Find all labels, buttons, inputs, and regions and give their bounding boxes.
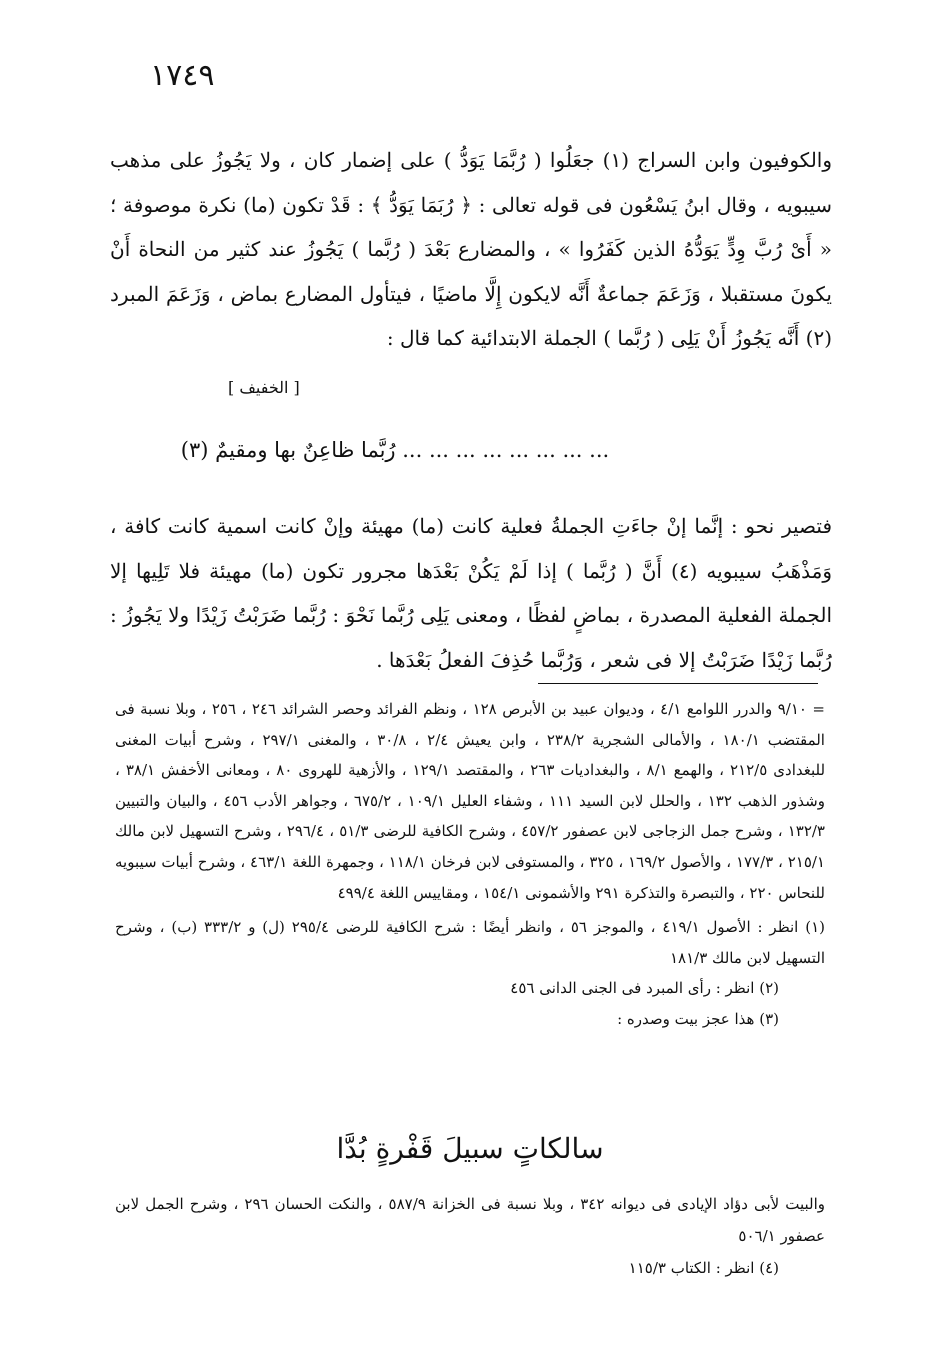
footnote-divider	[538, 683, 818, 684]
footnote-3: (٣) هذا عجز بيت وصدره :	[617, 1009, 779, 1028]
footnote-2: (٢) انظر : رأى المبرد فى الجنى الدانى ٤٥٦	[510, 979, 779, 998]
footnote-verse: سالكاتٍ سبيلَ قَفْرةٍ بُدَّا	[336, 1132, 604, 1165]
paragraph-text: فتصير نحو : إنَّما إنْ جاءَتِ الجملةُ فعلية كانت (ما) مهيئة وإنْ كانت اسمية كانت كافة ، وَمَذْهَبُ سيبويه (٤) أَنَّ ( رُبَّما ) إذا لَمْ يَكُنْ بَعْدَها مجرور تكون (ما) مهيئة فلا تَلِيها إلا الجملة الفعلية المصدرة ، بماضٍ لفظًا ، ومعنى يَلِى رُبَّما نَحْوَ : رُبَّما ضَرَبْتُ زَيْدًا ولا يَجُوزُ : رُبَّما زَيْدًا ضَرَبْتُ إلا فى شعر ، وَرُبَّما حُذِفَ الفعلُ بَعْدَها .	[110, 514, 832, 672]
meter-label: [ الخفيف ]	[228, 378, 300, 397]
footnotes-section	[115, 694, 825, 1035]
footnote-3-source: والبيت لأبى دؤاد الإيادى فى ديوانه ٣٤٢ ، وبلا نسبة فى الخزانة ٥٨٧/٩ ، والنكت الحسان ٢٩٦ ، وشرح الجمل لابن عصفور ٥٠٦/١	[115, 1195, 825, 1245]
footnote-1: (١) انظر : الأصول ٤١٩/١ ، والموجز ٥٦ ، وانظر أيضًا : شرح الكافية للرضى ٢٩٥/٤ (ل) و ٣٣٣/٢ (ب) ، وشرح التسهيل لابن مالك ١٨١/٣	[115, 918, 825, 967]
footnotes-section-2	[115, 1188, 825, 1284]
poetry-verse: ... ... ... ... ... ... ... ... رُبَّما ظاعِنٌ بها ومقيمٌ (٣)	[180, 438, 610, 462]
page-number: ١٧٤٩	[150, 58, 215, 93]
main-text-paragraph-1	[110, 138, 832, 361]
paragraph-text: والكوفيون وابن السراج (١) جعَلُوا ( رُبَّمَا يَوَدُّ ) على إضمار كان ، ولا يَجُوزُ على مذهب سيبويه ، وقال ابنُ يَسْعُون فى قوله تعالى : ﴿ رُبَمَا يَوَدُّ ﴾ : قَدْ تكون (ما) نكرة موصوفة ؛ « أَىْ رُبَّ وِدٍّ يَوَدُّهُ الذين كَفَرُوا » ، والمضارع بَعْدَ ( رُبَّما ) يَجُوزُ عند كثير من النحاة أَنْ يكونَ مستقبلا ، وَزَعَمَ جماعةٌ أَنَّه لايكون إِلَّا ماضيًا ، فيتأول المضارع بماض ، وَزَعَمَ المبرد (٢) أَنَّه يَجُوزُ أَنْ يَلِى ( رُبَّما ) الجملة الابتدائية كما قال :	[110, 148, 832, 350]
footnote-continuation: = ٩/١٠ والدرر اللوامع ٤/١ ، وديوان عبيد بن الأبرص ١٢٨ ، ونظم الفرائد وحصر الشرائد ٢٤٦ ، ٢٥٦ ، وبلا نسبة فى المقتضب ١٨٠/١ ، والأمالى الشجرية ٢٣٨/٢ ، وابن يعيش ٢/٤ ، ٣٠/٨ ، والمغنى ٢٩٧/١ ، وشرح أبيات المغنى للبغدادى ٢١٢/٥ ، والهمع ٨/١ ، والبغداديات ٢٦٣ ، والمقتصد ١٢٩/١ ، والأزهية للهروى ٨٠ ، ومعانى الأخفش ٣٨/١ ، وشذور الذهب ١٣٢ ، والحلل لابن السيد ١١١ ، وشفاء العليل ١٠٩/١ ، ٦٧٥/٢ ، وجواهر الأدب ٤٥٦ ، والبيان والتبيين ١٣٢/٣ ، وشرح جمل الزجاجى لابن عصفور ٤٥٧/٢ ، وشرح الكافية للرضى ٥١/٣ ، ٢٩٦/٤ ، وشرح التسهيل لابن مالك ٢١٥/١ ، ١٧٧/٣ ، والأصول ١٦٩/٢ ، ٣٢٥ ، والمستوفى لابن فرخان ١١٨/١ ، وجمهرة اللغة ٤٦٣/١ ، وشرح أبيات سيبويه للنحاس ٢٢٠ ، والتبصرة والتذكرة ٢٩١ والأشمونى ١٥٤/١ ، ومقاييس اللغة ٤٩٩/٤	[115, 700, 826, 902]
footnote-4: (٤) انظر : الكتاب ١١٥/٣	[628, 1259, 779, 1277]
main-text-paragraph-2	[110, 484, 832, 702]
